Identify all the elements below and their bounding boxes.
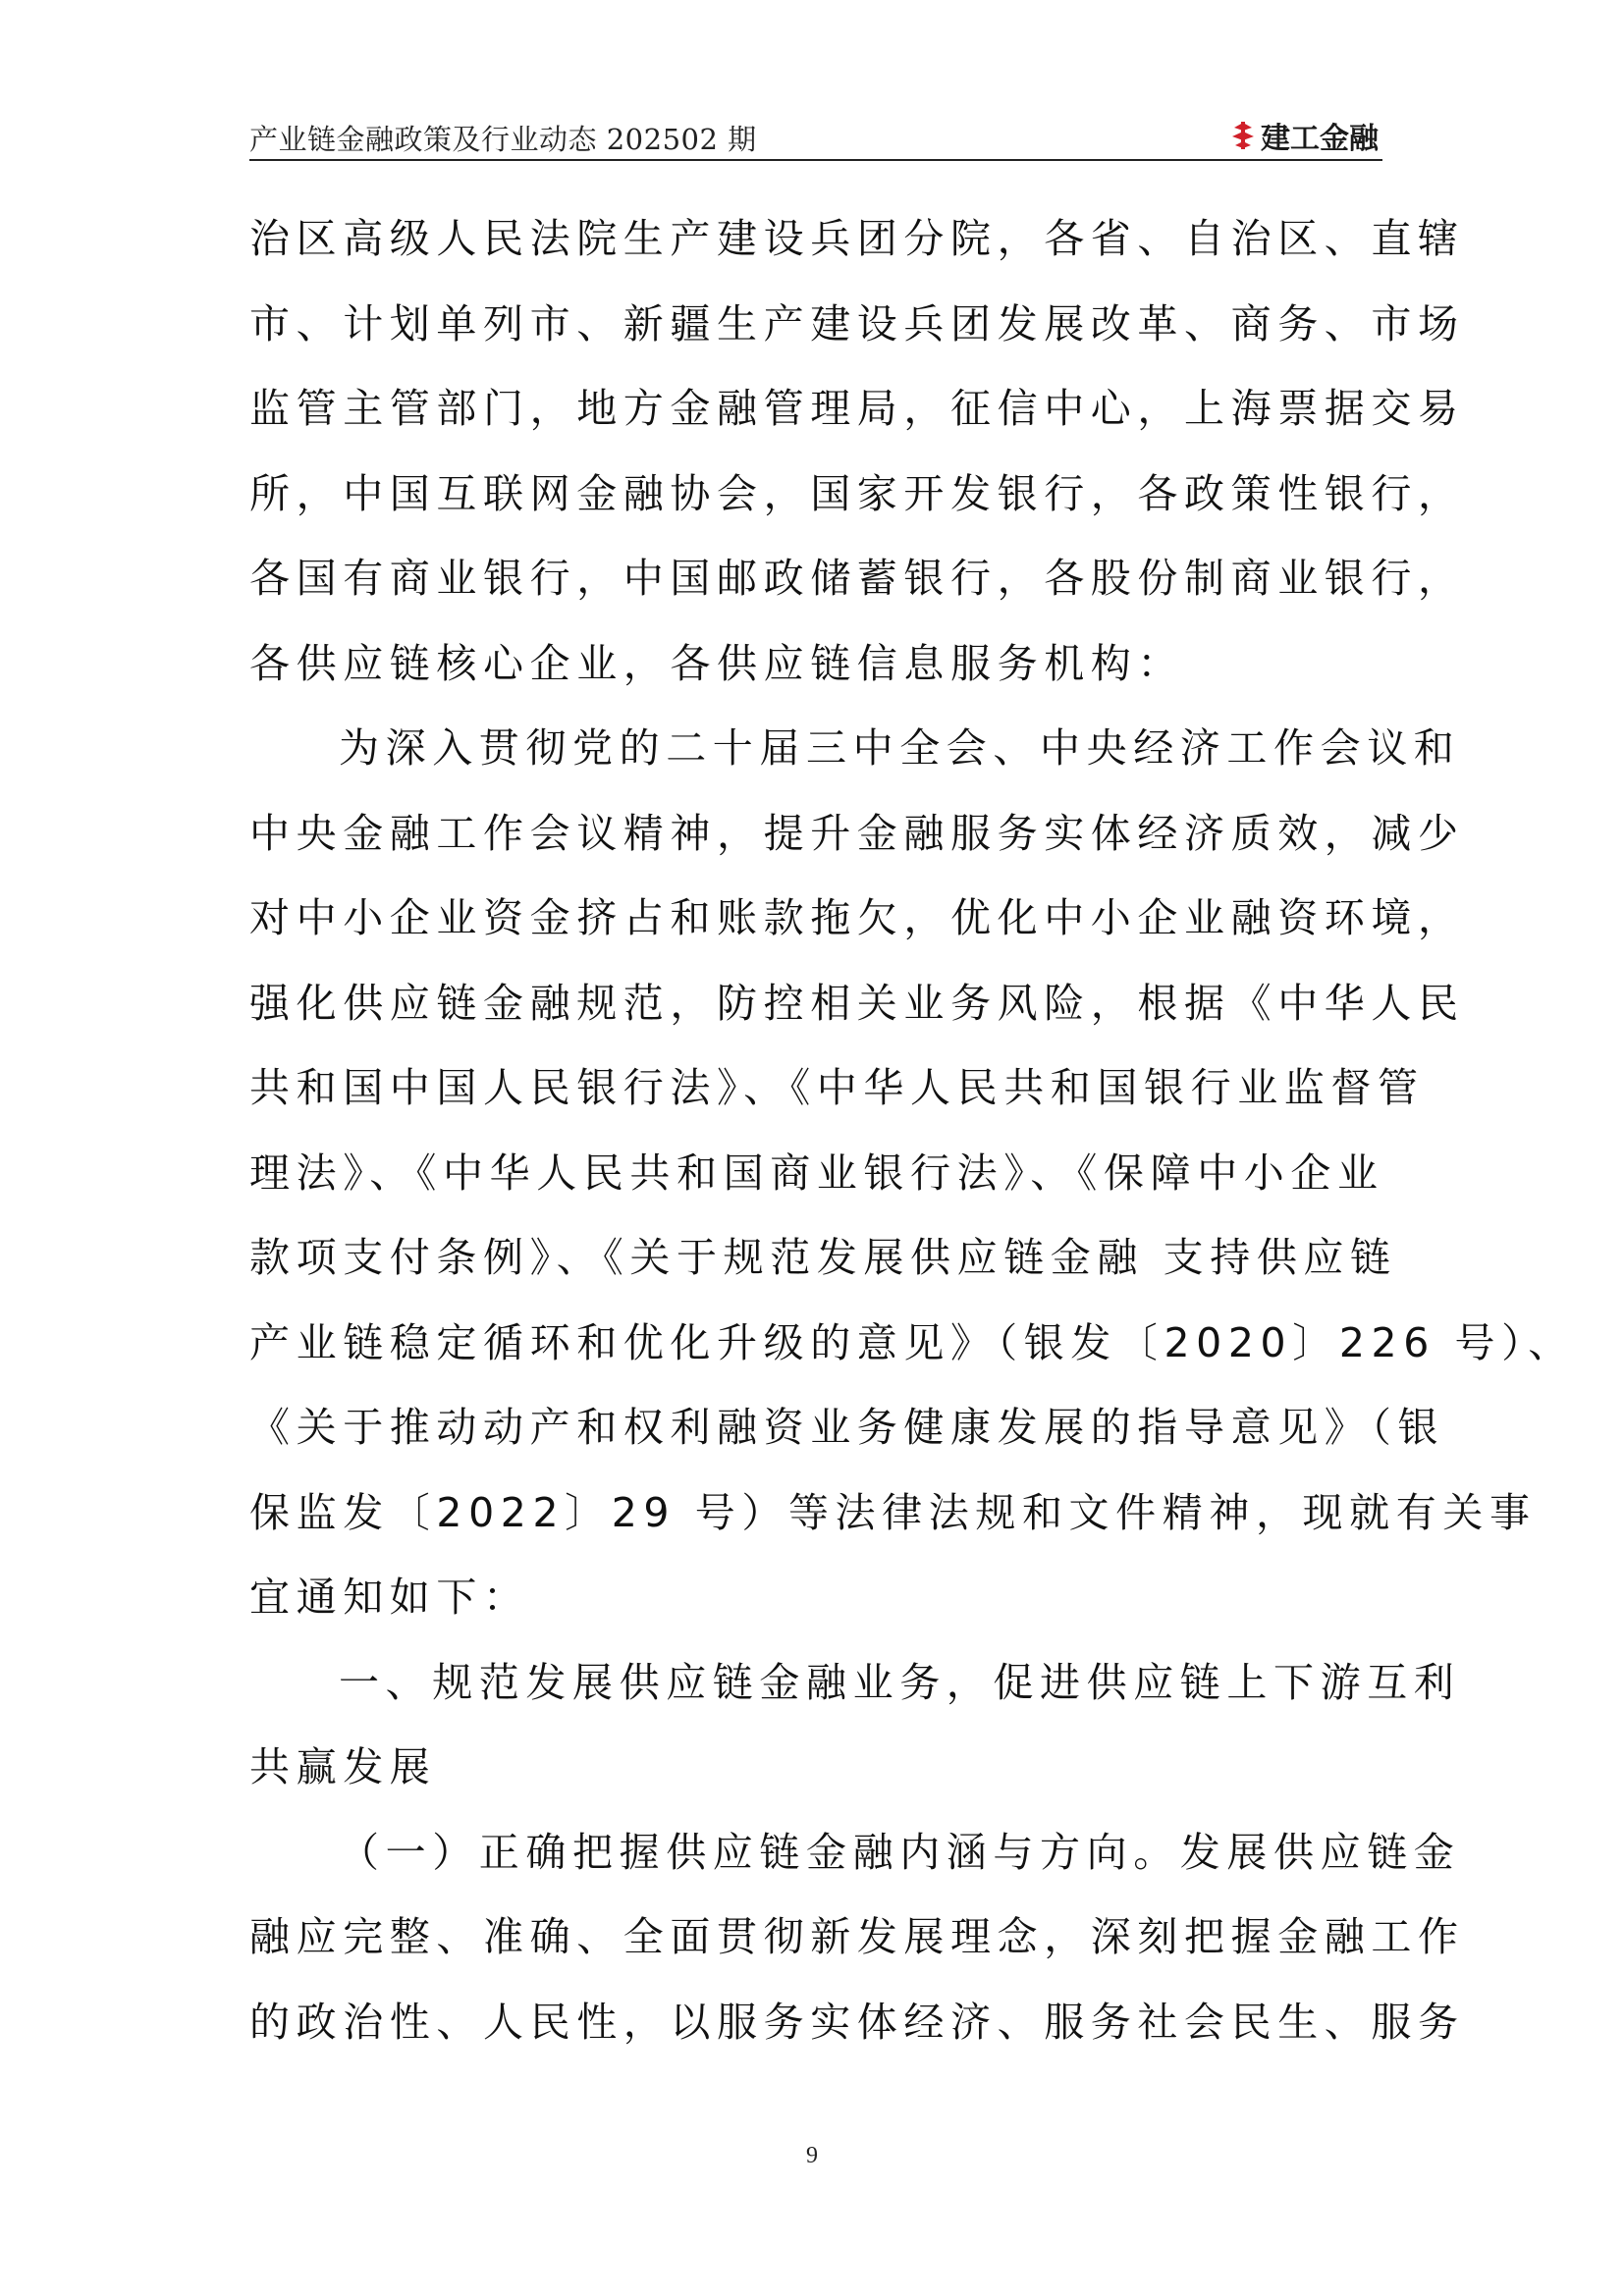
text-line: 强化供应链金融规范，防控相关业务风险，根据《中华人民 bbox=[249, 979, 1465, 1027]
page-number: 9 bbox=[806, 2143, 818, 2168]
text-line: 产业链稳定循环和优化升级的意见》（银发〔2020〕226 号）、 bbox=[249, 1318, 1575, 1366]
text-line: 款项支付条例》、《关于规范发展供应链金融 支持供应链 bbox=[249, 1234, 1397, 1281]
text-line: 所，中国互联网金融协会，国家开发银行，各政策性银行， bbox=[249, 469, 1465, 517]
text-line: 一、规范发展供应链金融业务，促进供应链上下游互利 bbox=[339, 1658, 1461, 1706]
text-line: 的政治性、人民性，以服务实体经济、服务社会民生、服务 bbox=[249, 1998, 1465, 2046]
text-line: 治区高级人民法院生产建设兵团分院，各省、自治区、直辖 bbox=[249, 215, 1465, 262]
document-body bbox=[249, 196, 1575, 2064]
text-line: 保监发〔2022〕29 号）等法律法规和文件精神，现就有关事 bbox=[249, 1488, 1537, 1536]
text-line: 监管主管部门，地方金融管理局，征信中心，上海票据交易 bbox=[249, 385, 1465, 432]
text-line: 各供应链核心企业，各供应链信息服务机构： bbox=[249, 639, 1184, 687]
company-logo-icon bbox=[1230, 120, 1256, 151]
text-line: 各国有商业银行，中国邮政储蓄银行，各股份制商业银行， bbox=[249, 555, 1465, 602]
brand bbox=[1230, 116, 1379, 155]
text-line: 理法》、《中华人民共和国商业银行法》、《保障中小企业 bbox=[249, 1148, 1384, 1197]
text-line: 中央金融工作会议精神，提升金融服务实体经济质效，减少 bbox=[249, 809, 1465, 857]
paragraph-addressees bbox=[249, 196, 1465, 706]
header-title: 产业链金融政策及行业动态 202502 期 bbox=[249, 123, 757, 156]
text-line: （一）正确把握供应链金融内涵与方向。发展供应链金 bbox=[339, 1828, 1461, 1876]
brand-name: 建工金融 bbox=[1261, 122, 1379, 156]
text-line: 对中小企业资金挤占和账款拖欠，优化中小企业融资环境， bbox=[249, 894, 1465, 941]
paragraph-preamble bbox=[249, 706, 1575, 1640]
text-line: 市、计划单列市、新疆生产建设兵团发展改革、商务、市场 bbox=[249, 299, 1465, 347]
section-heading-1 bbox=[249, 1640, 1461, 1810]
text-line: 为深入贯彻党的二十届三中全会、中央经济工作会议和 bbox=[339, 724, 1461, 772]
text-line: 共和国中国人民银行法》、《中华人民共和国银行业监督管 bbox=[249, 1064, 1425, 1111]
page-header bbox=[249, 108, 1382, 161]
paragraph-item-1 bbox=[249, 1810, 1465, 2065]
text-line: 共赢发展 bbox=[249, 1743, 437, 1790]
text-line: 融应完整、准确、全面贯彻新发展理念，深刻把握金融工作 bbox=[249, 1913, 1465, 1960]
text-line: 《关于推动动产和权利融资业务健康发展的指导意见》（银 bbox=[249, 1404, 1445, 1451]
text-line: 宜通知如下： bbox=[249, 1574, 530, 1621]
